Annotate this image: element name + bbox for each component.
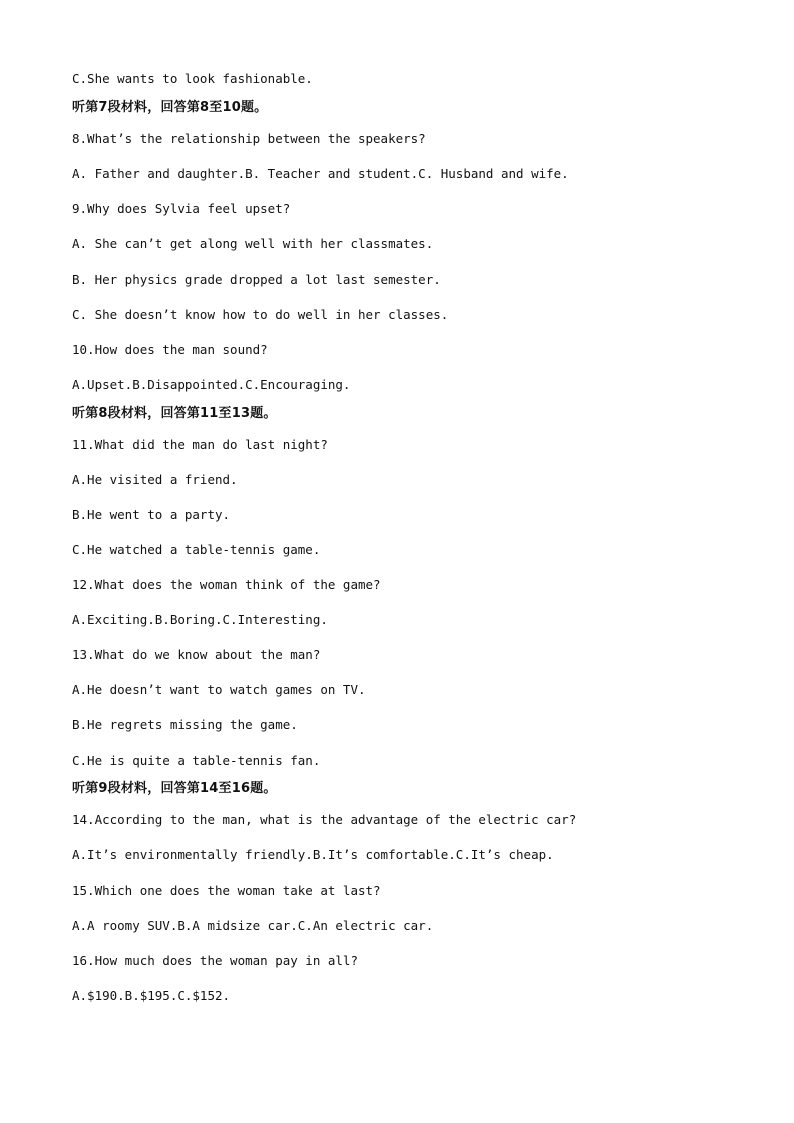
question-15: 15.Which one does the woman take at last? [72, 883, 381, 898]
section-heading-8: 听第8段材料，回答第11至13题。 [72, 406, 277, 421]
options-8: A. Father and daughter.B. Teacher and student.C. Husband and wife. [72, 166, 569, 181]
question-14: 14.According to the man, what is the advantage of the electric car? [72, 812, 577, 827]
option-9c: C. She doesn’t know how to do well in her classes. [72, 307, 449, 322]
option-7c: C.She wants to look fashionable. [72, 71, 313, 86]
question-16: 16.How much does the woman pay in all? [72, 953, 358, 968]
section-heading-9: 听第9段材料，回答第14至16题。 [72, 781, 277, 796]
options-16: A.$190.B.$195.C.$152. [72, 988, 231, 1003]
option-13a: A.He doesn’t want to watch games on TV. [72, 682, 366, 697]
question-13: 13.What do we know about the man? [72, 647, 321, 662]
section-heading-7: 听第7段材料，回答第8至10题。 [72, 100, 268, 115]
option-11a: A.He visited a friend. [72, 472, 238, 487]
options-14: A.It’s environmentally friendly.B.It’s comfortable.C.It’s cheap. [72, 847, 554, 862]
question-8: 8.What’s the relationship between the speakers? [72, 131, 426, 146]
option-9a: A. She can’t get along well with her classmates. [72, 236, 434, 251]
option-13b: B.He regrets missing the game. [72, 717, 298, 732]
options-15: A.A roomy SUV.B.A midsize car.C.An electric car. [72, 918, 434, 933]
question-11: 11.What did the man do last night? [72, 437, 328, 452]
question-10: 10.How does the man sound? [72, 342, 268, 357]
question-9: 9.Why does Sylvia feel upset? [72, 201, 291, 216]
options-12: A.Exciting.B.Boring.C.Interesting. [72, 612, 328, 627]
option-11c: C.He watched a table-tennis game. [72, 542, 321, 557]
options-10: A.Upset.B.Disappointed.C.Encouraging. [72, 377, 351, 392]
question-12: 12.What does the woman think of the game? [72, 577, 381, 592]
option-13c: C.He is quite a table-tennis fan. [72, 753, 321, 768]
option-9b: B. Her physics grade dropped a lot last semester. [72, 272, 441, 287]
option-11b: B.He went to a party. [72, 507, 231, 522]
